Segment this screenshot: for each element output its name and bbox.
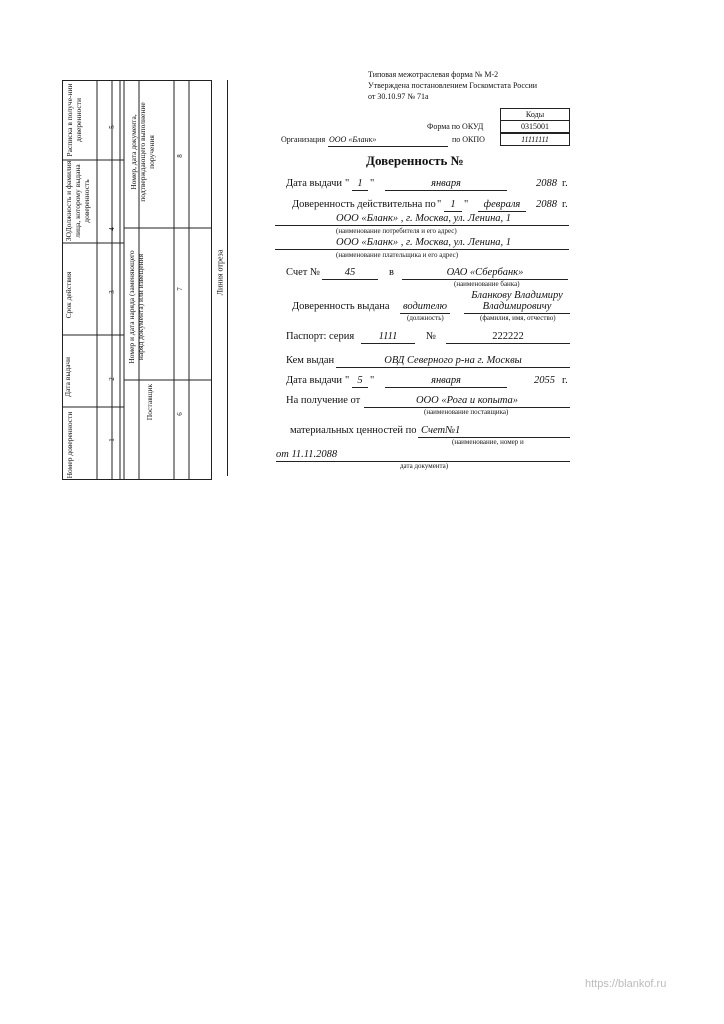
stub-col1-header: Номер доверенности [65,411,74,479]
account-in: в [389,267,394,278]
codes-title: Коды [500,108,570,121]
issue-year-suffix: г. [562,178,568,189]
name-line-2: Владимировичу [482,301,552,312]
stub-col5-header: Расписка в получе-нии доверенности [65,83,83,157]
valid-label: Доверенность действительна по [292,199,436,210]
stub-col8-header: Номер, дата документа, подтверждающего выполнение поручения [129,102,156,202]
stub-n3: 3 [107,290,116,294]
org-value: ООО «Бланк» [329,135,377,144]
stub-col7-header: Номер и дата наряда (заменяющего наряд документа) или извещения [127,250,145,364]
passport-label: Паспорт: серия [286,331,355,342]
passport-series: 1111 [378,331,398,342]
doc-title: Доверенность № [366,153,464,168]
valid-year-suffix: г. [562,199,568,210]
position-caption: (должность) [407,314,444,322]
issue-day-line [352,190,368,191]
stub-n5: 5 [107,125,116,129]
name-line-1: Бланкову Владимиру [471,290,563,301]
okud-value: 0315001 [500,120,570,133]
valid-month: февраля [483,199,521,210]
passport-series-line [361,343,415,344]
account-label: Счет № [286,267,321,278]
issue-day: 1 [357,178,363,189]
pass-day: 5 [357,375,363,386]
account-value: 45 [344,267,356,278]
issue-year: 2088 [536,178,557,189]
pass-date-label: Дата выдачи [286,375,343,386]
okud-label: Форма по ОКУД [427,122,484,131]
issue-label: Дата выдачи [286,178,343,189]
passport-number: 222222 [492,331,524,342]
stub-n1: 1 [107,438,116,442]
account-line [322,279,378,280]
cut-line-label: Линия отреза [215,249,225,296]
consumer-caption: (наименование потребителя и его адрес) [336,227,457,235]
stub-n2: 2 [107,377,116,381]
from-caption: (наименование поставщика) [424,408,509,416]
stub-n8: 8 [175,154,184,158]
form-line-3: от 30.10.97 № 71а [368,92,429,101]
valid-day-line [444,211,462,212]
stub-n7: 7 [175,287,184,291]
valid-day: 1 [450,199,456,210]
issued-by-label: Кем выдан [286,355,335,366]
issued-by-line [336,367,570,368]
date-caption: дата документа) [400,462,449,470]
okpo-value: 11111111 [500,133,570,146]
passport-number-line [446,343,570,344]
valid-year: 2088 [536,199,557,210]
goods-caption: (наименование, номер и [452,438,524,446]
date-value: от 11.11.2088 [276,449,338,460]
pass-month: января [431,375,461,386]
cut-line [227,80,228,476]
org-underline [328,146,448,147]
issue-month: января [431,178,461,189]
okpo-label: по ОКПО [452,135,485,144]
form-line-1: Типовая межотраслевая форма № М-2 [368,70,499,79]
watermark[interactable]: https://blankof.ru [585,978,667,990]
name-caption: (фамилия, имя, отчество) [480,314,556,322]
stub-n4: 4 [107,227,116,231]
pass-month-line [385,387,507,388]
stub-col4-header: 3ОДолжность и фамилия лица, которому выдана доверенность [64,160,91,242]
form-line-2: Утверждена постановлением Госкомстата России [368,81,538,90]
issued-by-value: ОВД Северного р-на г. Москвы [384,355,522,366]
from-value: ООО «Рога и копыта» [415,395,519,406]
position-value: водителю [402,301,448,312]
pass-day-line [352,387,368,388]
passport-no-label: № [426,331,437,342]
goods-label: материальных ценностей по [290,425,417,436]
issued-to-label: Доверенность выдана [292,301,390,312]
stub-table [62,80,212,480]
pass-year-suffix: г. [562,375,568,386]
goods-value: Счет№1 [421,425,461,436]
payer-value: ООО «Бланк» , г. Москва, ул. Ленина, 1 [336,237,512,248]
pass-year: 2055 [534,375,555,386]
consumer-value: ООО «Бланк» , г. Москва, ул. Ленина, 1 [336,213,512,224]
from-label: На получение от [286,395,361,406]
org-label: Организация [281,135,326,144]
payer-caption: (наименование плательщика и его адрес) [336,251,459,259]
bank-caption: (наименование банка) [454,280,520,288]
valid-month-line [478,211,526,212]
stub-col2-header: Дата выдачи [63,356,72,398]
stub-n6: 6 [175,412,184,416]
stub-col3-header: Срок действия [64,271,73,319]
consumer-line [275,225,569,226]
issue-month-line [385,190,507,191]
payer-line [275,249,569,250]
bank-value: ОАО «Сбербанк» [446,267,524,278]
stub-col6-header: Поставщик [145,383,154,421]
